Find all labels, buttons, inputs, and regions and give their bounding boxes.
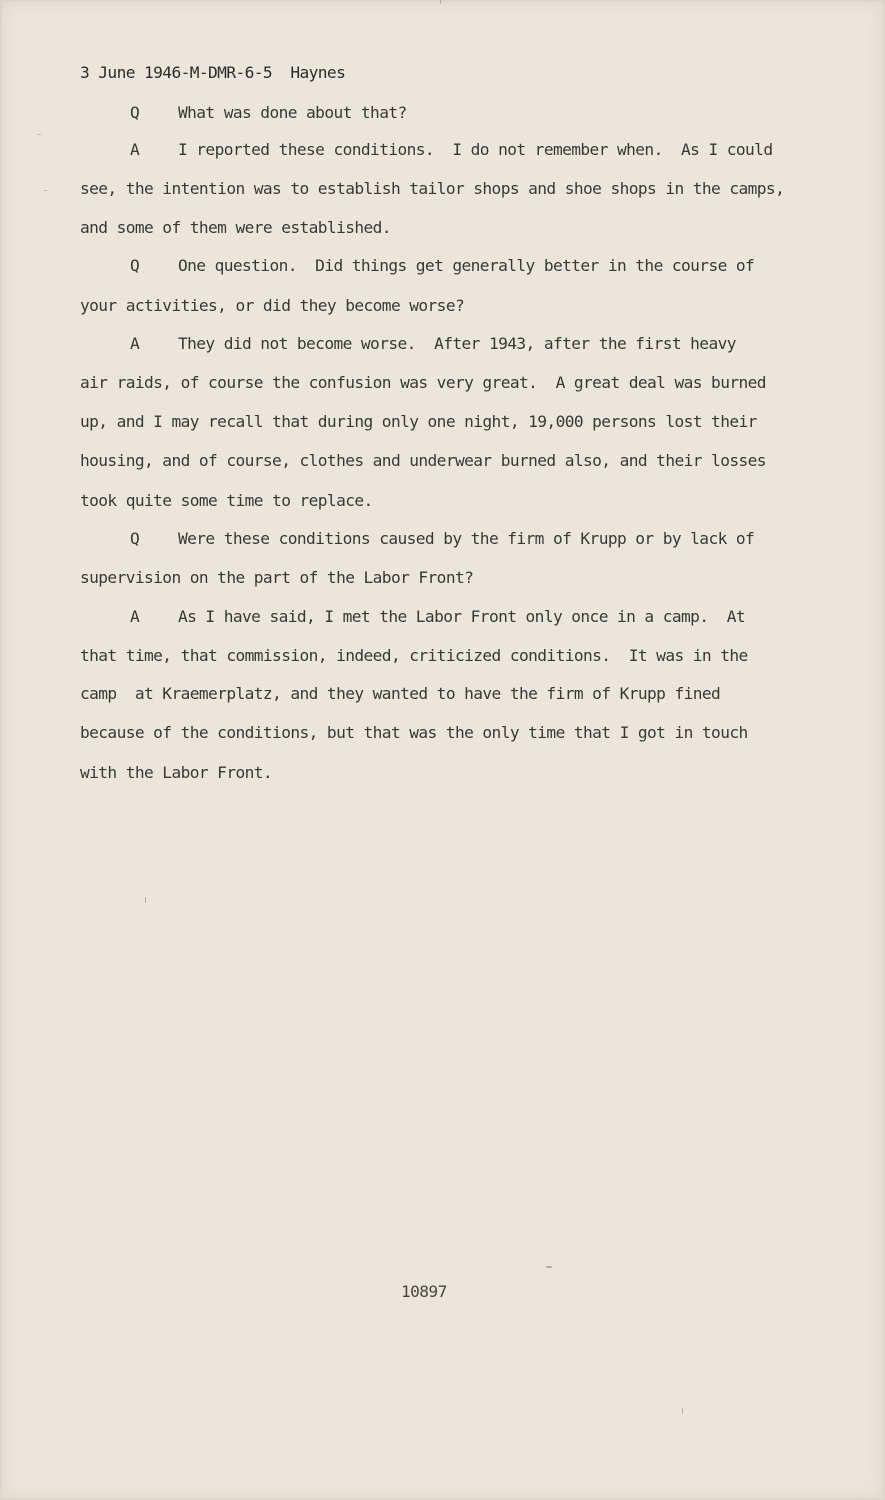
paragraph-line: and some of them were established. — [80, 218, 391, 237]
paper-speck — [546, 1266, 552, 1268]
line-text: I reported these conditions. I do not remember when. As I could — [178, 140, 773, 159]
speaker-label: A — [130, 334, 140, 353]
paragraph-line — [130, 529, 754, 549]
document-header: 3 June 1946-M-DMR-6-5 Haynes — [80, 63, 346, 82]
paragraph-line — [130, 103, 407, 123]
paragraph-line: that time, that commission, indeed, criticized conditions. It was in the — [80, 646, 748, 665]
paragraph-line: took quite some time to replace. — [80, 491, 373, 510]
page-number: 10897 — [401, 1282, 447, 1301]
line-text: They did not become worse. After 1943, after the first heavy — [178, 334, 736, 353]
paragraph-line — [130, 140, 772, 160]
paper-speck — [682, 1408, 683, 1414]
paper-speck — [145, 897, 146, 903]
paragraph-line: air raids, of course the confusion was very great. A great deal was burned — [80, 373, 766, 392]
paragraph-line — [130, 334, 736, 354]
paper-speck — [38, 134, 41, 135]
paper-speck — [440, 0, 441, 4]
line-text: Were these conditions caused by the firm of Krupp or by lack of — [178, 529, 755, 548]
speaker-label: A — [130, 607, 140, 626]
paragraph-line: see, the intention was to establish tailor shops and shoe shops in the camps, — [80, 179, 785, 198]
speaker-label: Q — [130, 103, 140, 122]
paragraph-line: with the Labor Front. — [80, 763, 273, 782]
paragraph-line: housing, and of course, clothes and underwear burned also, and their losses — [80, 451, 766, 470]
paragraph-line: supervision on the part of the Labor Front? — [80, 568, 474, 587]
speaker-label: Q — [130, 529, 140, 548]
paper-speck — [44, 190, 47, 191]
line-text: One question. Did things get generally better in the course of — [178, 256, 755, 275]
paragraph-line: up, and I may recall that during only one night, 19,000 persons lost their — [80, 412, 757, 431]
paragraph-line: because of the conditions, but that was the only time that I got in touch — [80, 723, 748, 742]
paragraph-line — [130, 607, 745, 627]
paragraph-line: your activities, or did they become worse? — [80, 296, 465, 315]
speaker-label: A — [130, 140, 140, 159]
paragraph-line: camp at Kraemerplatz, and they wanted to have the firm of Krupp fined — [80, 684, 721, 703]
speaker-label: Q — [130, 256, 140, 275]
line-text: What was done about that? — [178, 103, 407, 122]
paragraph-line — [130, 256, 754, 276]
line-text: As I have said, I met the Labor Front only once in a camp. At — [178, 607, 746, 626]
